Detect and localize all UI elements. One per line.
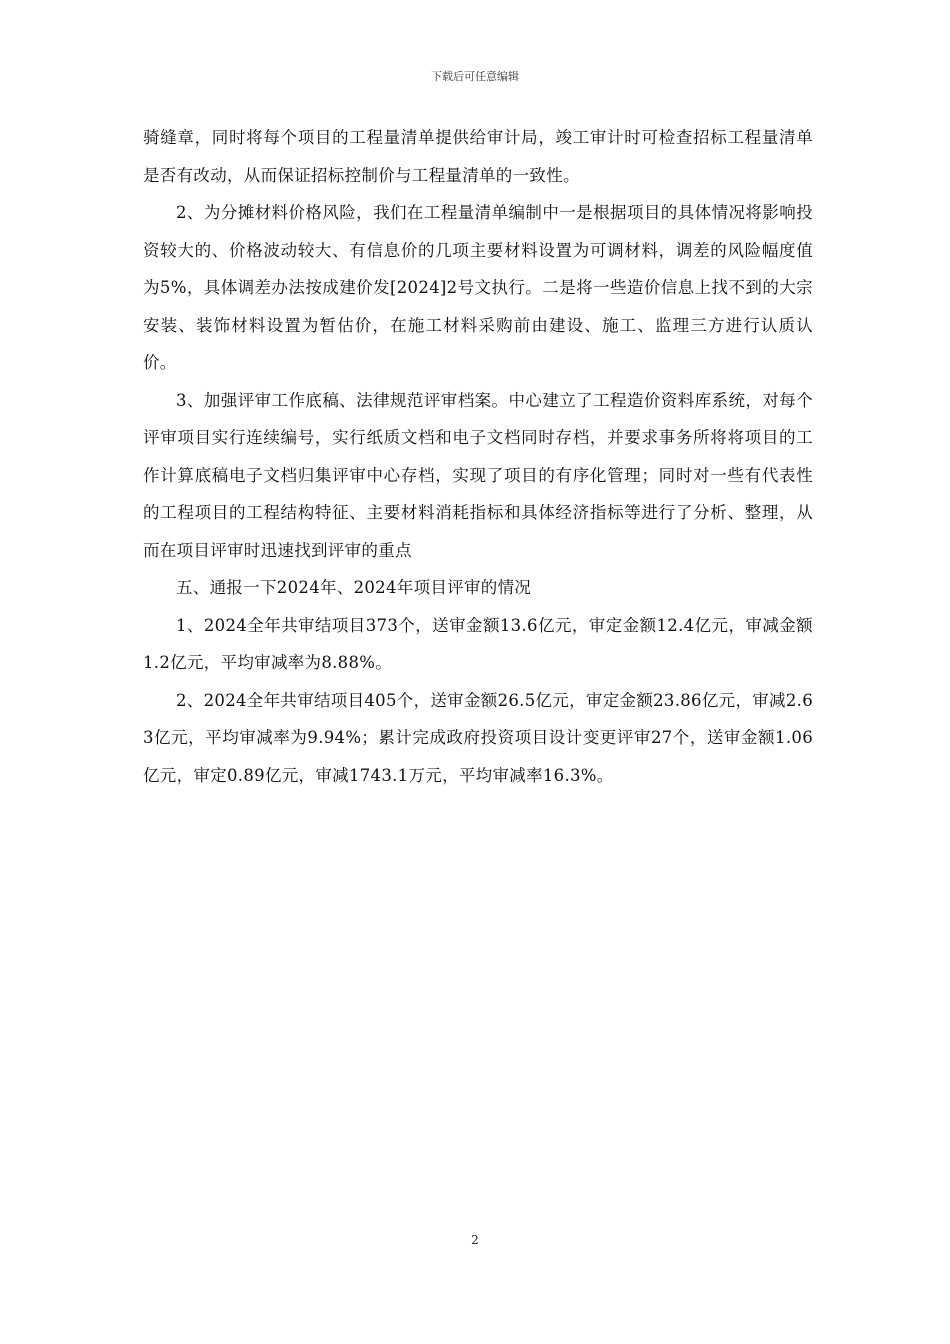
paragraph-review-2: 2、2024全年共审结项目405个，送审金额26.5亿元，审定金额23.86亿元，审减2.63亿元，平均审减率为9.94%；累计完成政府投资项目设计变更评审27个，送审金额1.06亿元，审定0.89亿元，审减1743.1万元，平均审减率16.3%。 [143, 690, 813, 785]
section-heading-five: 五、通报一下2024年、2024年项目评审的情况 [176, 578, 532, 597]
document-body [143, 119, 813, 794]
page-number: 2 [471, 1233, 479, 1247]
paragraph-item-2: 2、为分摊材料价格风险，我们在工程量清单编制中一是根据项目的具体情况将影响投资较大的、价格波动较大、有信息价的几项主要材料设置为可调材料，调差的风险幅度值为5%，具体调差办法按成建价发[2024]2号文执行。二是将一些造价信息上找不到的大宗安装、装饰材料设置为暂估价，在施工材料采购前由建设、施工、监理三方进行认质认价。 [143, 203, 813, 372]
paragraph-continuation: 骑缝章，同时将每个项目的工程量清单提供给审计局，竣工审计时可检查招标工程量清单是否有改动，从而保证招标控制价与工程量清单的一致性。 [143, 128, 813, 185]
paragraph-item-3: 3、加强评审工作底稿、法律规范评审档案。中心建立了工程造价资料库系统，对每个评审项目实行连续编号，实行纸质文档和电子文档同时存档，并要求事务所将将项目的工作计算底稿电子文档归集评审中心存档，实现了项目的有序化管理；同时对一些有代表性的工程项目的工程结构特征、主要材料消耗指标和具体经济指标等进行了分析、整理，从而在项目评审时迅速找到评审的重点 [143, 390, 813, 560]
page-header: 下载后可任意编辑 [431, 70, 519, 83]
paragraph-review-1: 1、2024全年共审结项目373个，送审金额13.6亿元，审定金额12.4亿元，审减金额1.2亿元，平均审减率为8.88%。 [143, 615, 813, 672]
